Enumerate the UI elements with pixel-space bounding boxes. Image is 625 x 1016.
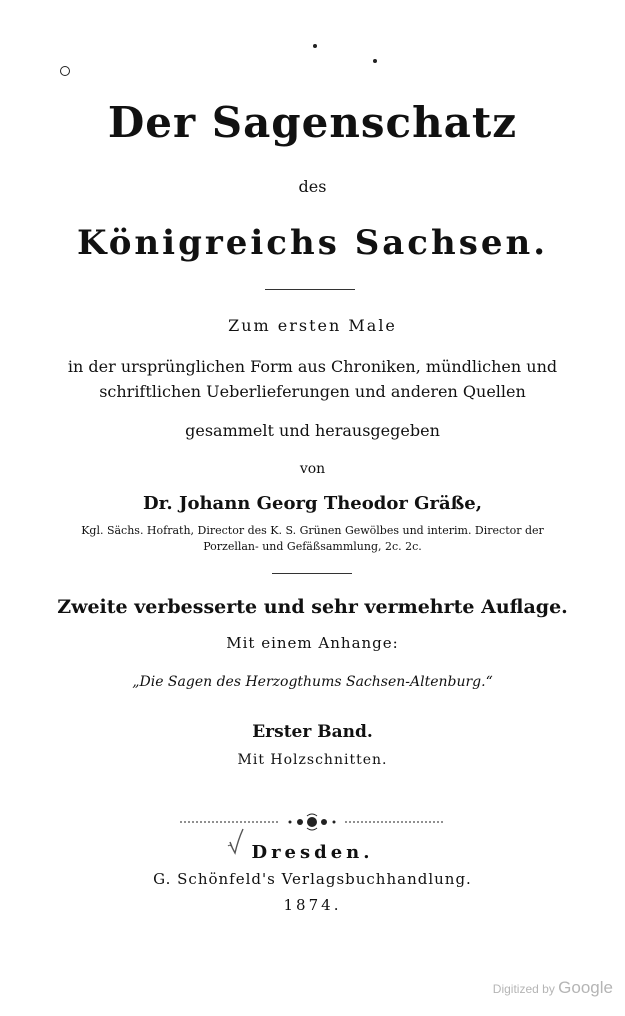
divider-rule xyxy=(272,573,352,574)
watermark-prefix: Digitized by xyxy=(492,982,555,996)
subtitle-line: gesammelt und herausgegeben xyxy=(185,421,440,440)
book-title: Der Sagenschatz xyxy=(107,98,518,147)
author-credentials: Porzellan- und Gefäßsammlung, 2c. 2c. xyxy=(203,540,422,553)
appendix-intro: Mit einem Anhange: xyxy=(226,634,399,652)
by-label: von xyxy=(299,461,326,477)
author-name: Dr. Johann Georg Theodor Gräße, xyxy=(142,493,483,514)
publisher-name: G. Schönfeld's Verlagsbuchhandlung. xyxy=(153,870,472,888)
publication-year: 1874. xyxy=(283,896,342,914)
google-logo: Google xyxy=(558,978,613,997)
ink-speck xyxy=(373,59,377,63)
illustrations-note: Mit Holzschnitten. xyxy=(237,752,388,768)
divider-rule xyxy=(265,289,355,290)
ink-speck xyxy=(313,44,317,48)
digitization-watermark xyxy=(493,978,613,998)
book-title-kingdom: Königreichs Sachsen. xyxy=(76,223,549,263)
book-title-connector: des xyxy=(298,177,327,196)
edition-statement: Zweite verbesserte und sehr vermehrte Auflage. xyxy=(57,596,568,618)
subtitle-line: Zum ersten Male xyxy=(228,316,397,335)
place-of-publication: Dresden. xyxy=(251,842,374,863)
volume-label: Erster Band. xyxy=(252,722,373,742)
library-stamp-mark xyxy=(60,66,70,76)
author-credentials: Kgl. Sächs. Hofrath, Director des K. S. Grünen Gewölbes und interim. Director der xyxy=(81,524,544,537)
ornament-divider xyxy=(180,812,445,832)
appendix-title: „Die Sagen des Herzogthums Sachsen-Altenburg.“ xyxy=(132,674,493,690)
subtitle-line: schriftlichen Ueberlieferungen und anderen Quellen xyxy=(99,382,526,401)
subtitle-line: in der ursprünglichen Form aus Chroniken, mündlichen und xyxy=(67,357,558,376)
